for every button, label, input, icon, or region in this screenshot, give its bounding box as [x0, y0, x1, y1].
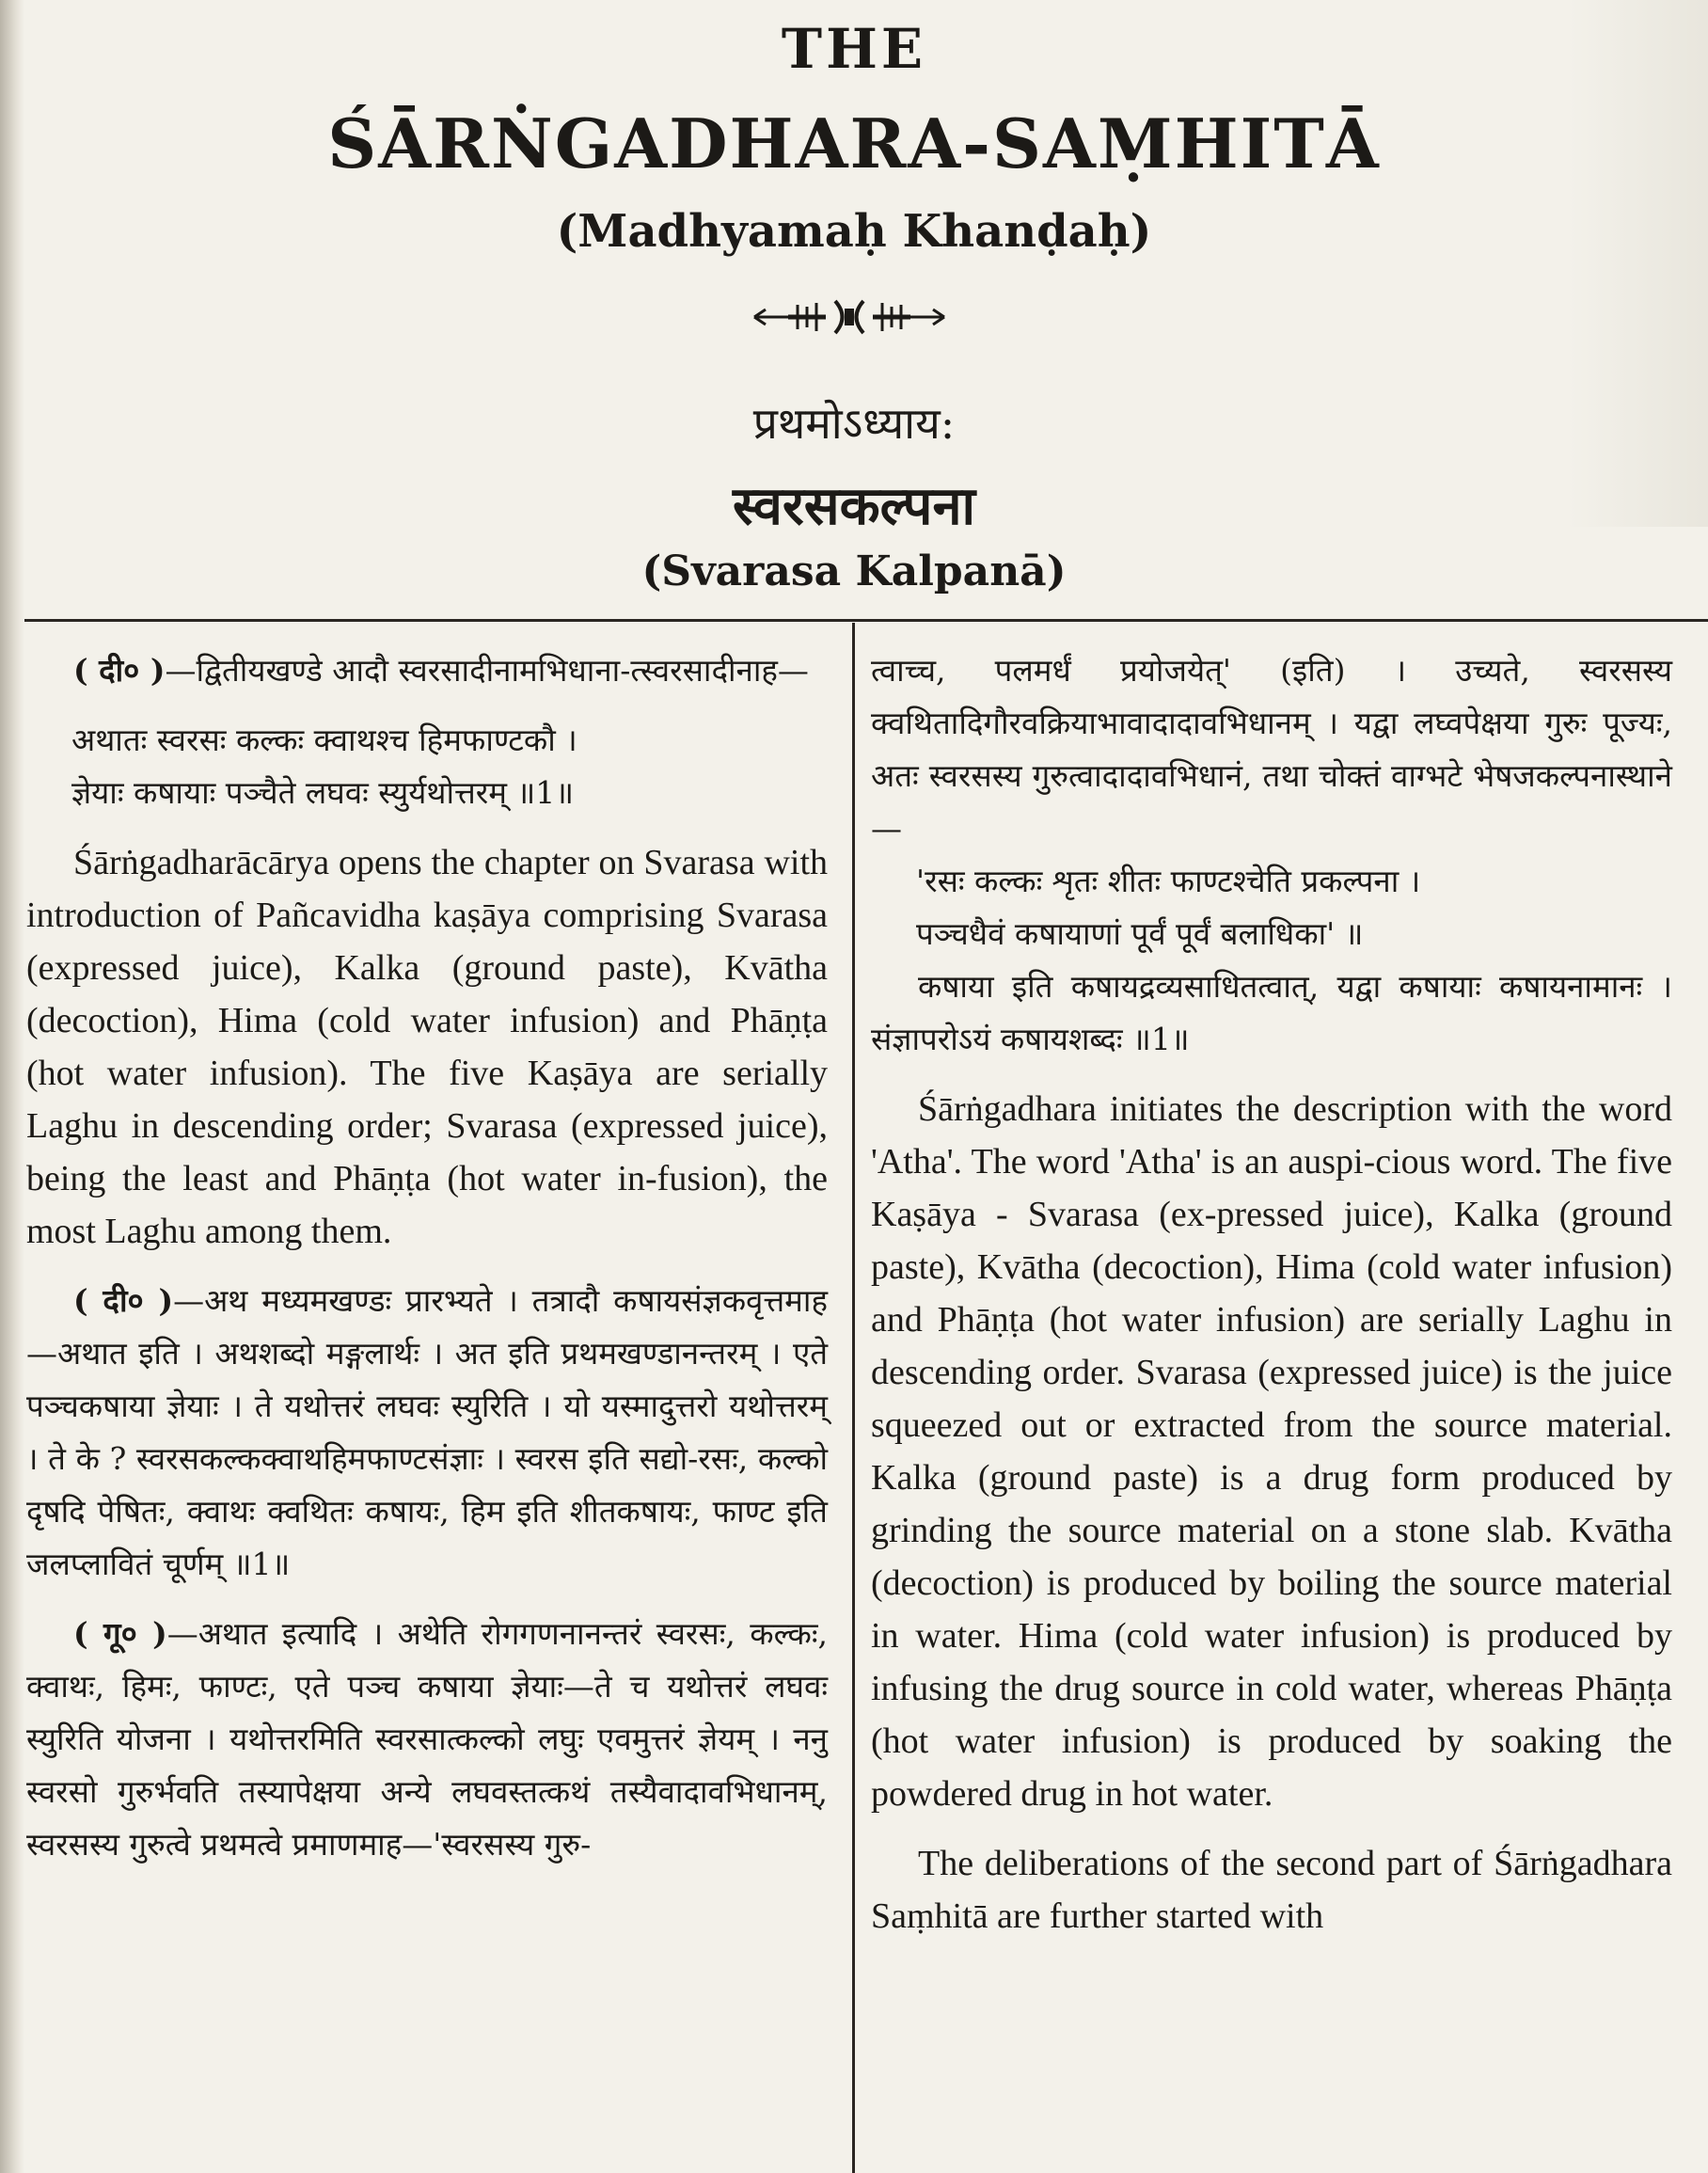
quote-line-2: पञ्चधैवं कषायाणां पूर्वं पूर्वं बलाधिका' ॥ — [916, 915, 1364, 952]
english-translation-2: Śārṅgadhara initiates the description with the word 'Atha'. The word 'Atha' is an auspi-cious word. The five Kaṣāya - Svarasa (ex-pressed juice), Kalka (ground paste), Kvātha (decoction), Hima (cold water infusion) and Phāṇṭa (hot water infusion) are serially Laghu in descending order. Svarasa (expressed juice) is the juice squeezed out or extracted from the source material. Kalka (ground paste) is a drug form produced by grinding the source material on a stone slab. Kvātha (decoction) is produced by boiling the source material in water. Hima (cold water infusion) is produced by infusing the drug source in cold water, whereas Phāṇṭa (hot water infusion) is produced by soaking the powdered drug in hot water. — [871, 1089, 1672, 1814]
right-column — [871, 644, 1672, 1943]
book-title: ŚĀRṄGADHARA-SAṂHITĀ — [327, 103, 1381, 183]
section-subtitle: (Madhyamaḥ Khanḍaḥ) — [556, 205, 1152, 258]
commentary-text: —अथ मध्यमखण्डः प्रारभ्यते । तत्रादौ कषायसंज्ञकवृत्तमाह—अथात इति । अथशब्दो मङ्गलार्थः । अत इति प्रथमखण्डानन्तरम् । एते पञ्चकषाया ज्ञेयाः । ते यथोत्तरं लघवः स्युरिति । यो यस्मादुत्तरो यथोत्तरम् । ते के ? स्वरसकल्कक्वाथहिमफाण्टसंज्ञाः । स्वरस इति सद्यो-रसः, कल्को दृषदि पेषितः, क्वाथः क्वथितः कषायः, हिम इति शीतकषायः, फाण्ट इति जलप्लावितं चूर्णम् ॥1॥ — [26, 1282, 828, 1582]
book-spine-shadow — [0, 0, 24, 2173]
chapter-title-devanagari: स्वरसकल्पना — [732, 475, 976, 537]
title-the: THE — [781, 17, 927, 81]
chapter-number: प्रथमोऽध्याय: — [752, 398, 956, 449]
commentary-dipika-1 — [26, 644, 828, 697]
header-rule — [24, 619, 1708, 622]
quote-line-1: 'रसः कल्कः शृतः शीतः फाण्टश्चेति प्रकल्पना । — [916, 863, 1421, 899]
verse-line-1: अथातः स्वरसः कल्कः क्वाथश्च हिमफाण्टकौ । — [71, 722, 577, 758]
verse-line-2: ज्ञेयाः कषायाः पञ्चैते लघवः स्युर्यथोत्तरम् ॥1॥ — [71, 774, 575, 811]
commentary-tag: ( दी० ) — [73, 1282, 174, 1319]
commentary-text: —द्वितीयखण्डे आदौ स्वरसादीनामभिधाना-त्स्वरसादीनाह— — [165, 652, 809, 689]
left-column — [26, 644, 828, 1871]
commentary-tag: ( गू० ) — [73, 1615, 167, 1652]
chapter-title-transliterated: (Svarasa Kalpanā) — [641, 547, 1067, 595]
ornament-divider-icon — [751, 293, 948, 341]
commentary-text: —अथात इत्यादि । अथेति रोगगणनानन्तरं स्वरसः, कल्कः, क्वाथः, हिमः, फाण्टः, एते पञ्च कषाया ज्ञेयाः—ते च यथोत्तरं लघवः स्युरिति योजना । यथोत्तरमिति स्वरसात्कल्को लघुः एवमुत्तरं ज्ञेयम् । ननु स्वरसो गुरुर्भवति तस्यापेक्षया अन्ये लघवस्तत्कथं तस्यैवादावभिधानम्, स्वरसस्य गुरुत्वे प्रथमत्वे प्रमाणमाह—'स्वरसस्य गुरु- — [26, 1615, 828, 1863]
column-divider — [852, 623, 855, 2173]
english-translation-1: Śārṅgadharācārya opens the chapter on Svarasa with introduction of Pañcavidha kaṣāya comprising Svarasa (expressed juice), Kalka (ground paste), Kvātha (decoction), Hima (cold water infusion) and Phāṇṭa (hot water infusion). The five Kaṣāya are serially Laghu in descending order; Svarasa (expressed juice), being the least and Phāṇṭa (hot water in-fusion), the most Laghu among them. — [26, 843, 828, 1251]
commentary-dipika-2 — [26, 1275, 828, 1591]
kashaya-note: कषाया इति कषायद्रव्यसाधितत्वात्, यद्वा कषायाः कषायनामानः । संज्ञापरोऽयं कषायशब्दः ॥1॥ — [871, 968, 1672, 1057]
commentary-gudhartha — [26, 1608, 828, 1871]
english-translation-3: The deliberations of the second part of Śārṅgadhara Saṃhitā are further started with — [871, 1844, 1672, 1936]
commentary-tag: ( दी० ) — [73, 652, 166, 689]
commentary-continuation: त्वाच्च, पलमर्धं प्रयोजयेत्' (इति) । उच्यते, स्वरसस्य क्वथितादिगौरवक्रियाभावादादावभिधानम् । यद्वा लघ्वपेक्षया गुरुः पूज्यः, अतः स्वरसस्य गुरुत्वादादावभिधानं, तथा चोक्तं वाग्भटे भेषजकल्पनास्थाने— — [871, 652, 1672, 847]
